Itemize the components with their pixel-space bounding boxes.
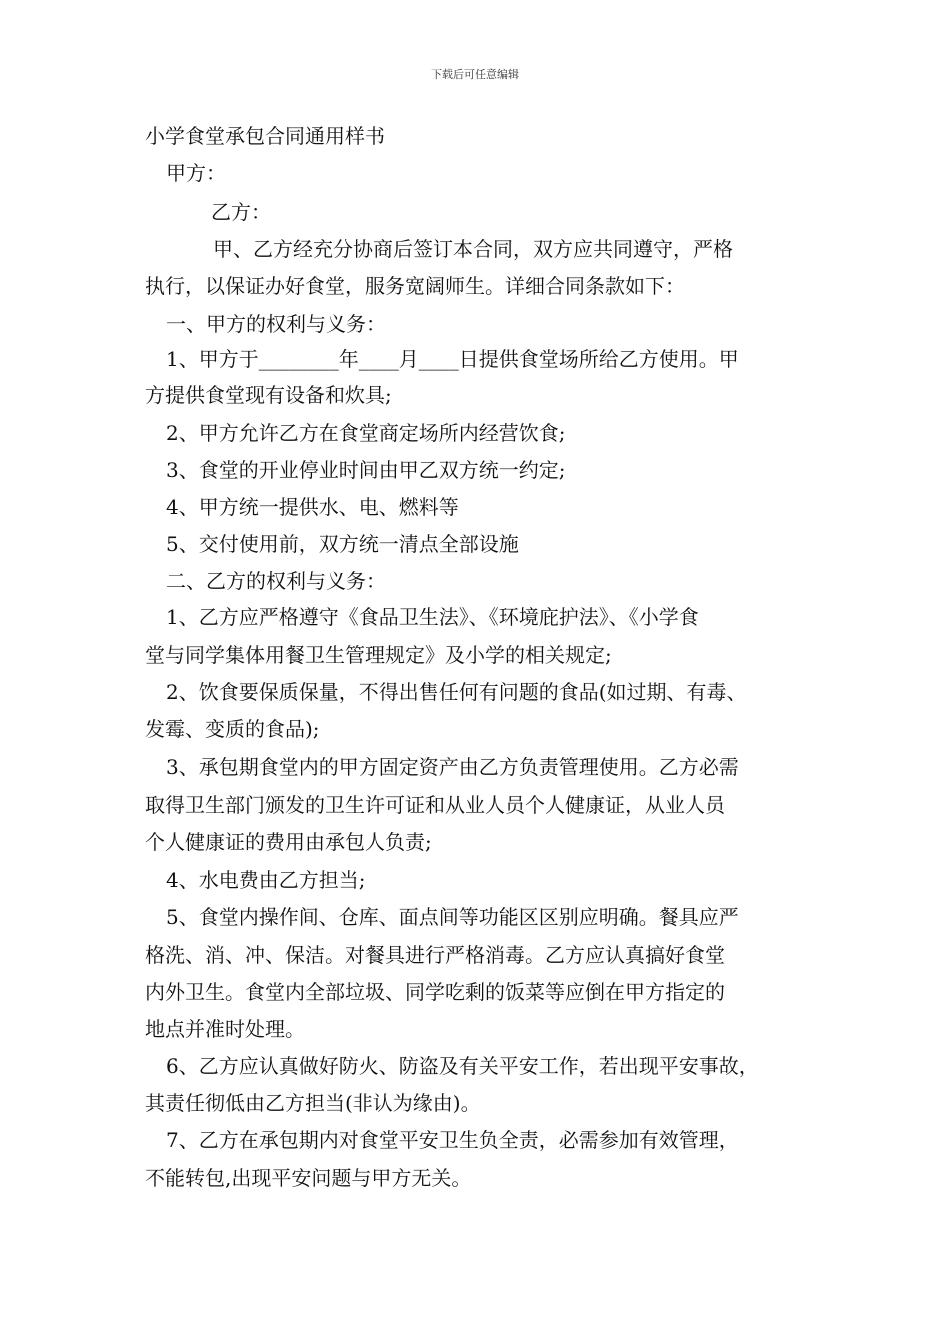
section2-line: 发霉、变质的食品); bbox=[145, 717, 320, 741]
section2-line: 取得卫生部门颁发的卫生许可证和从业人员个人健康证，从业人员 bbox=[145, 793, 725, 817]
intro-line: 执行，以保证办好食堂，服务宽阔师生。详细合同条款如下： bbox=[145, 274, 685, 298]
document-title: 小学食堂承包合同通用样书 bbox=[145, 124, 385, 148]
section1-line: 2、甲方允许乙方在食堂商定场所内经营饮食; bbox=[166, 421, 566, 445]
header-note: 下载后可任意编辑 bbox=[431, 68, 519, 81]
section2-line: 7、乙方在承包期内对食堂平安卫生负全责，必需参加有效管理， bbox=[166, 1128, 739, 1152]
section2-line: 内外卫生。食堂内全部垃圾、同学吃剩的饭菜等应倒在甲方指定的 bbox=[145, 980, 725, 1004]
section2-line: 其责任彻低由乙方担当(非认为缘由)。 bbox=[145, 1091, 481, 1115]
section2-heading: 二、乙方的权利与义务： bbox=[166, 569, 386, 593]
section1-heading: 一、甲方的权利与义务： bbox=[166, 312, 386, 336]
intro-line: 甲、乙方经充分协商后签订本合同，双方应共同遵守，严格 bbox=[213, 237, 733, 261]
section1-line: 方提供食堂现有设备和炊具; bbox=[145, 383, 392, 407]
section2-line: 地点并准时处理。 bbox=[145, 1017, 305, 1041]
party-a-label: 甲方： bbox=[166, 161, 226, 185]
section2-line: 3、承包期食堂内的甲方固定资产由乙方负责管理使用。乙方必需 bbox=[166, 755, 739, 779]
section2-line: 1、乙方应严格遵守《食品卫生法》、《环境庇护法》、《小学食 bbox=[166, 605, 699, 629]
section2-line: 不能转包,出现平安问题与甲方无关。 bbox=[145, 1166, 472, 1190]
section2-line: 4、水电费由乙方担当; bbox=[166, 868, 366, 892]
section1-line: 4、甲方统一提供水、电、燃料等 bbox=[166, 495, 459, 519]
section2-line: 格洗、消、冲、保洁。对餐具进行严格消毒。乙方应认真搞好食堂 bbox=[145, 943, 725, 967]
section2-line: 个人健康证的费用由承包人负责; bbox=[145, 830, 432, 854]
section2-line: 6、乙方应认真做好防火、防盗及有关平安工作，若出现平安事故， bbox=[166, 1054, 759, 1078]
section1-line: 1、甲方于________年____月____日提供食堂场所给乙方使用。甲 bbox=[166, 347, 739, 371]
section1-line: 5、交付使用前，双方统一清点全部设施 bbox=[166, 532, 519, 556]
section2-line: 2、饮食要保质保量，不得出售任何有问题的食品(如过期、有毒、 bbox=[166, 680, 747, 704]
section1-line: 3、食堂的开业停业时间由甲乙双方统一约定; bbox=[166, 458, 566, 482]
party-b-label: 乙方： bbox=[211, 200, 271, 224]
section2-line: 5、食堂内操作间、仓库、面点间等功能区区别应明确。餐具应严 bbox=[166, 905, 739, 929]
section2-line: 堂与同学集体用餐卫生管理规定》及小学的相关规定; bbox=[145, 643, 612, 667]
